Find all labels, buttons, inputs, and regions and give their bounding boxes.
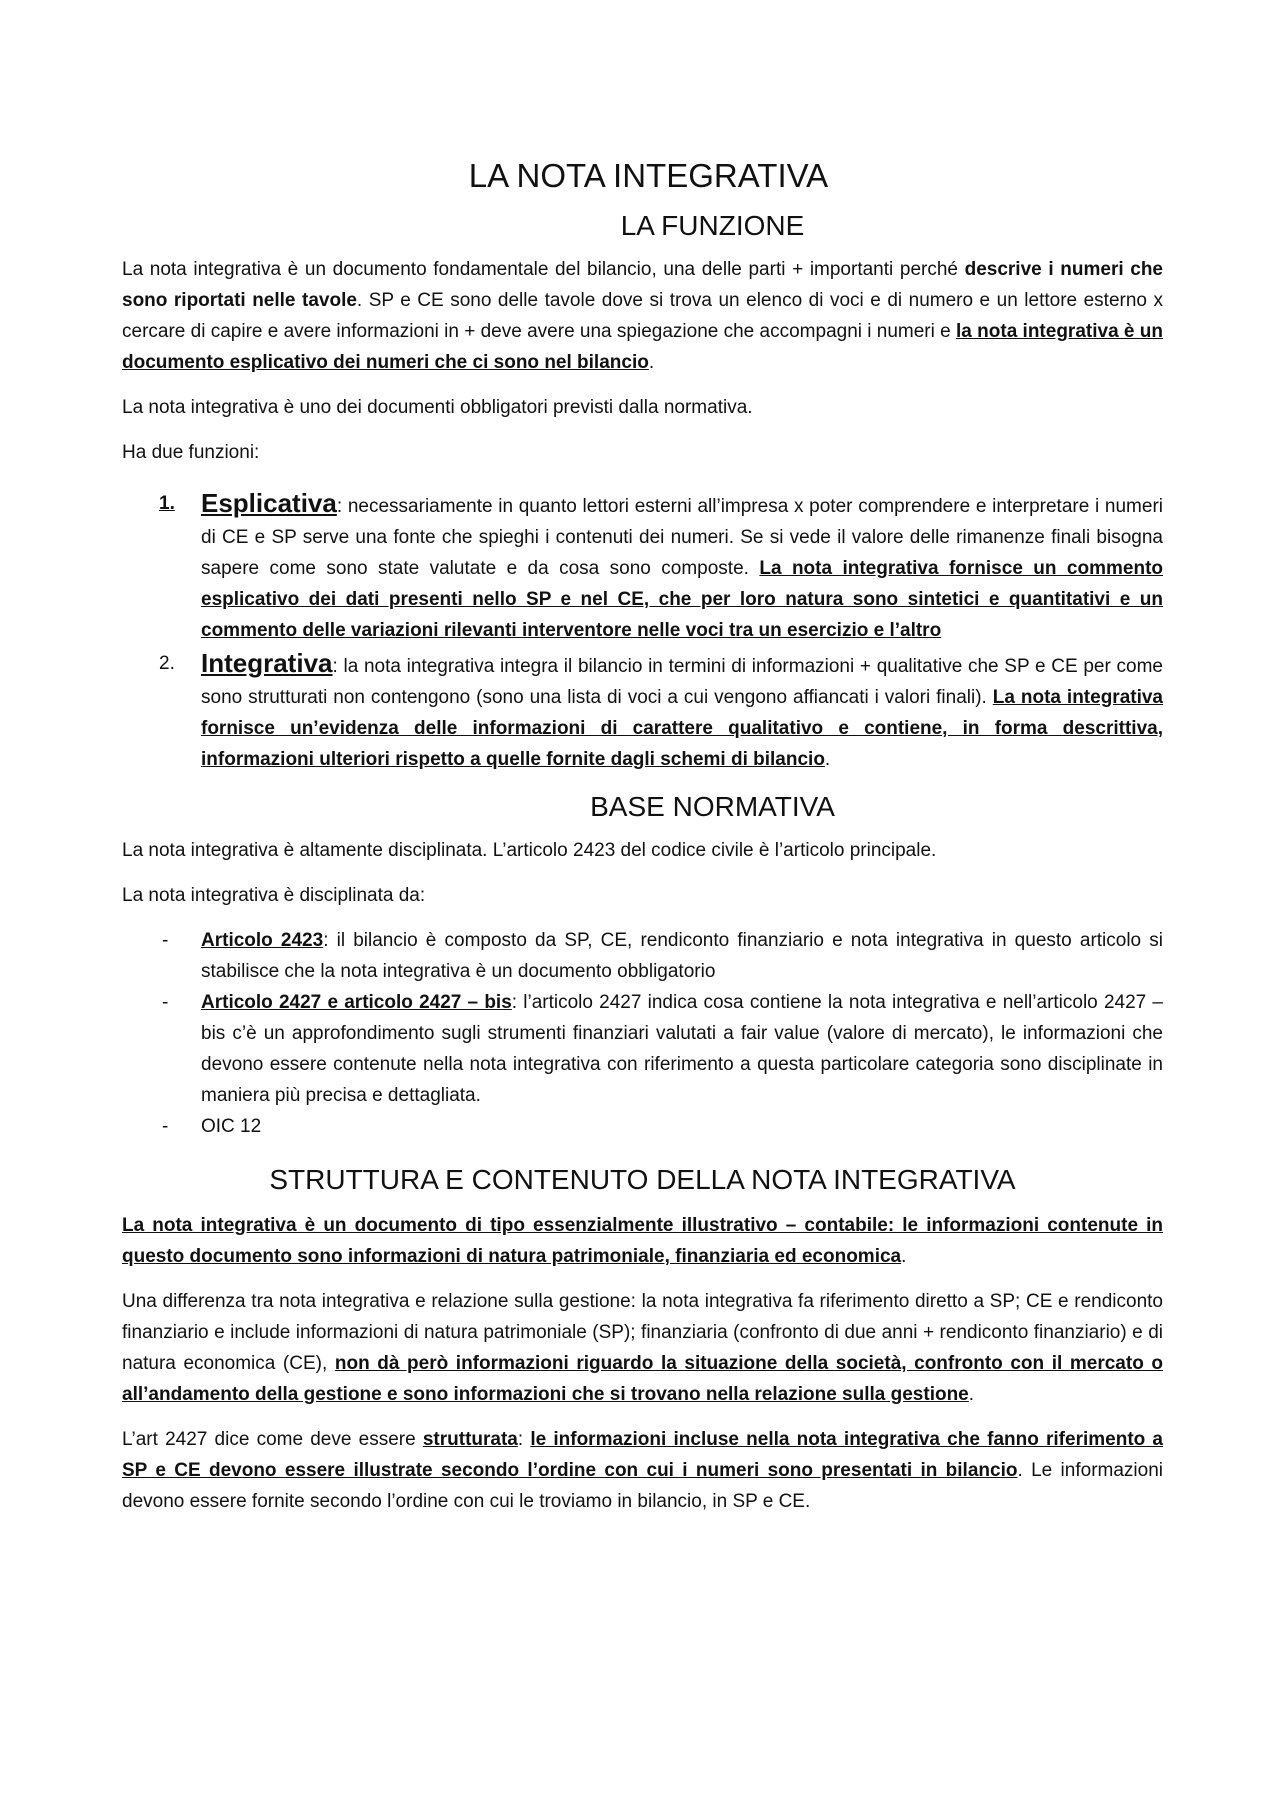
paragraph-intro: La nota integrativa è un documento fondamentale del bilancio, una delle parti + importanti perché descrive i numeri che sono riportati nelle tavole. SP e CE sono delle tavole dove si trova un elenco di voci e di numero e un lettore esterno x cercare di capire e avere informazioni in + deve avere una spiegazione che accompagni i numeri e la nota integrativa è un documento esplicativo dei numeri che ci sono nel bilancio.: [122, 259, 1163, 373]
document-title: LA NOTA INTEGRATIVA: [468, 157, 829, 194]
term-integrativa: Integrativa: [201, 648, 333, 678]
list-item-articolo-2423: - Articolo 2423: il bilancio è composto da SP, CE, rendiconto finanziario e nota integrativa in questo articolo si stabilisce che la nota integrativa è un documento obbligatorio: [162, 930, 1163, 982]
term-esplicativa: Esplicativa: [201, 488, 337, 518]
section-heading-struttura: STRUTTURA E CONTENUTO DELLA NOTA INTEGRATIVA: [269, 1164, 1016, 1195]
paragraph-illustrativo: La nota integrativa è un documento di tipo essenzialmente illustrativo – contabile: le informazioni contenute in questo documento sono informazioni di natura patrimoniale, finanziaria ed economica.: [122, 1215, 1163, 1267]
paragraph-disciplinata: La nota integrativa è altamente disciplinata. L’articolo 2423 del codice civile è l’articolo principale.: [122, 840, 937, 861]
list-number: 1.: [159, 493, 175, 514]
section-heading-funzione: LA FUNZIONE: [620, 210, 805, 241]
articoli-list: [122, 925, 1163, 1142]
list-item-articolo-2427: - Articolo 2427 e articolo 2427 – bis: l’articolo 2427 indica cosa contiene la nota integrativa e nell’articolo 2427 – bis c’è un approfondimento sugli strumenti finanziari valutati a fair value (valore di mercato), le informazioni che devono essere contenute nella nota integrativa con riferimento a questa particolare categoria sono disciplinate in maniera più precisa e dettagliata.: [162, 992, 1163, 1106]
list-item-oic-12: - OIC 12: [162, 1116, 262, 1137]
paragraph-disciplinata-da: La nota integrativa è disciplinata da:: [122, 885, 426, 906]
section-heading-base-normativa: BASE NORMATIVA: [590, 791, 835, 822]
paragraph-differenza: Una differenza tra nota integrativa e relazione sulla gestione: la nota integrativa fa riferimento diretto a SP; CE e rendiconto finanziario e include informazioni di natura patrimoniale (SP); finanziaria (confronto di due anni + rendiconto finanziario) e di natura economica (CE), non dà però informazioni riguardo la situazione della società, confronto con il mercato o all’andamento della gestione e sono informazioni che si trovano nella relazione sulla gestione.: [122, 1291, 1163, 1405]
paragraph-due-funzioni: Ha due funzioni:: [122, 442, 260, 463]
list-item-integrativa: 2. Integrativa: la nota integrativa integra il bilancio in termini di informazioni + qualitative che SP e CE per come sono strutturati non contengono (sono una lista di voci a cui vengono affiancati i valori finali). La nota integrativa fornisce un’evidenza delle informazioni di carattere qualitativo e contiene, in forma descrittiva, informazioni ulteriori rispetto a quelle fornite dagli schemi di bilancio.: [159, 648, 1164, 770]
paragraph-obbligatori: La nota integrativa è uno dei documenti obbligatori previsti dalla normativa.: [122, 397, 753, 418]
funzioni-list: [122, 488, 1163, 775]
paragraph-art-2427: L’art 2427 dice come deve essere strutturata: le informazioni incluse nella nota integrativa che fanno riferimento a SP e CE devono essere illustrate secondo l’ordine con cui i numeri sono presentati in bilancio. Le informazioni devono essere fornite secondo l’ordine con cui le troviamo in bilancio, in SP e CE.: [122, 1429, 1163, 1512]
list-item-esplicativa: 1. Esplicativa: necessariamente in quanto lettori esterni all’impresa x poter comprendere e interpretare i numeri di CE e SP serve una fonte che spieghi i contenuti dei numeri. Se si vede il valore delle rimanenze finali bisogna sapere come sono state valutate e da cosa sono composte. La nota integrativa fornisce un commento esplicativo dei dati presenti nello SP e nel CE, che per loro natura sono sintetici e quantitativi e un commento delle variazioni rilevanti interventore nelle voci tra un esercizio e l’altro: [159, 488, 1163, 641]
list-number: 2.: [159, 653, 175, 674]
